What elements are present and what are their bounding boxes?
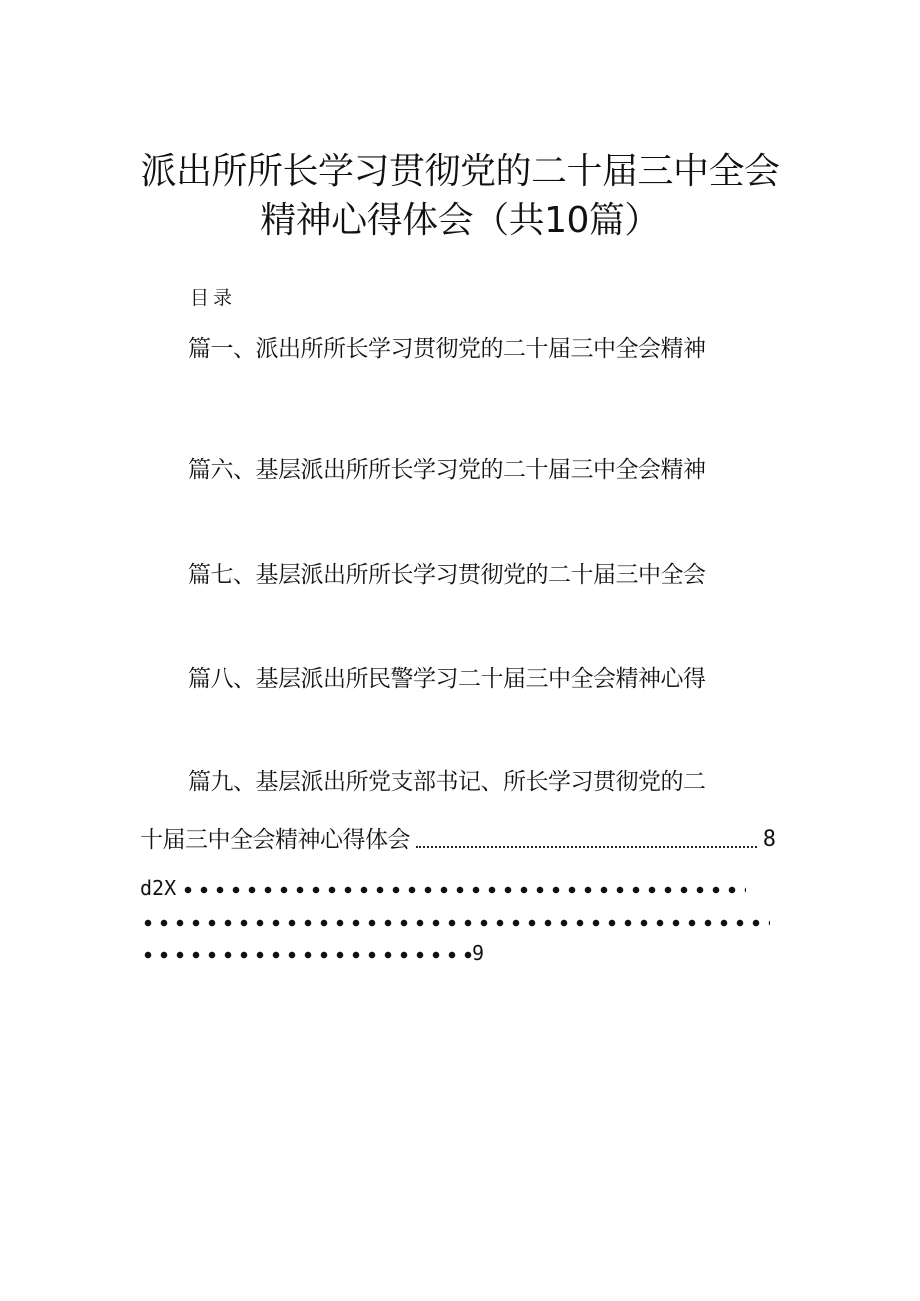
toc-entry-7[interactable]: 篇七、基层派出所所长学习贯彻党的二十届三中全会 xyxy=(188,562,706,588)
dot-leader xyxy=(180,886,746,894)
document-title-line-2: 精神心得体会（共10篇） xyxy=(260,200,660,241)
toc-label: 目录 xyxy=(190,287,237,309)
toc-entry-9-continuation[interactable] xyxy=(140,824,776,854)
toc-entry-1[interactable]: 篇一、派出所所长学习贯彻党的二十届三中全会精神 xyxy=(188,336,706,362)
garbled-leader-line-3 xyxy=(140,940,484,966)
dot-leader xyxy=(140,919,770,927)
toc-entry-6[interactable]: 篇六、基层派出所所长学习党的二十届三中全会精神 xyxy=(188,457,706,483)
toc-page-number: 8 xyxy=(762,827,776,852)
garbled-leader-line-2 xyxy=(140,908,770,934)
toc-page-number: 9 xyxy=(472,941,485,965)
document-title-line-1: 派出所所长学习贯彻党的二十届三中全会 xyxy=(140,151,780,192)
toc-entry-8[interactable]: 篇八、基层派出所民警学习二十届三中全会精神心得 xyxy=(188,666,706,692)
toc-entry-9-continuation-text: 十届三中全会精神心得体会 xyxy=(140,827,410,853)
toc-entry-9[interactable]: 篇九、基层派出所党支部书记、所长学习贯彻党的二 xyxy=(188,769,706,795)
garbled-prefix: d2X xyxy=(140,876,177,900)
garbled-leader-line-1 xyxy=(140,875,746,901)
dot-leader xyxy=(140,951,472,959)
dot-leader xyxy=(416,846,757,848)
